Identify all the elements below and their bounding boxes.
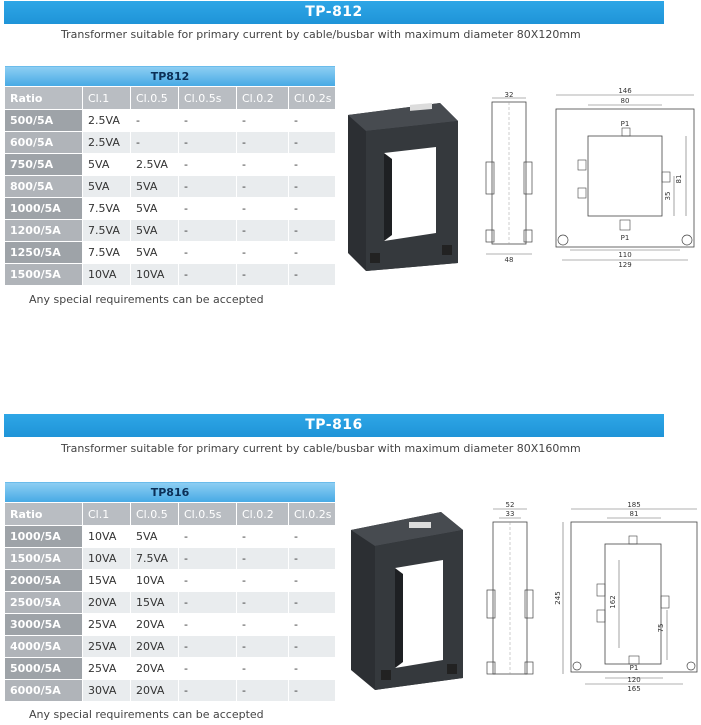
- value-cell: -: [237, 132, 289, 154]
- value-cell: 15VA: [83, 570, 131, 592]
- value-cell: -: [237, 154, 289, 176]
- value-cell: -: [289, 220, 336, 242]
- value-cell: -: [179, 198, 237, 220]
- value-cell: -: [289, 176, 336, 198]
- product-title-banner: TP-812: [4, 1, 664, 24]
- table-row: [5, 548, 336, 570]
- ratio-cell: 500/5A: [5, 110, 83, 132]
- value-cell: 2.5VA: [83, 132, 131, 154]
- dimension-label: 185: [627, 501, 641, 509]
- dimension-label: 81: [629, 510, 639, 518]
- ratio-cell: 2000/5A: [5, 570, 83, 592]
- ratio-cell: 800/5A: [5, 176, 83, 198]
- value-cell: -: [179, 154, 237, 176]
- table-row: [5, 658, 336, 680]
- table-row: [5, 636, 336, 658]
- table-row: [5, 264, 336, 286]
- header-cl02: Cl.0.2: [237, 503, 289, 526]
- value-cell: 5VA: [131, 176, 179, 198]
- dimension-label: 33: [505, 510, 515, 518]
- front-view-drawing: [555, 498, 700, 694]
- value-cell: 5VA: [83, 176, 131, 198]
- table-row: [5, 154, 336, 176]
- dimension-label: 129: [618, 261, 632, 269]
- terminal-label: P1: [629, 664, 639, 672]
- ratio-cell: 2500/5A: [5, 592, 83, 614]
- value-cell: 5VA: [131, 220, 179, 242]
- value-cell: -: [131, 132, 179, 154]
- header-cl1: Cl.1: [83, 87, 131, 110]
- ratio-cell: 3000/5A: [5, 614, 83, 636]
- table-caption: TP816: [5, 482, 336, 503]
- value-cell: 5VA: [83, 154, 131, 176]
- header-cl05: Cl.0.5: [131, 87, 179, 110]
- value-cell: 10VA: [131, 264, 179, 286]
- value-cell: 10VA: [131, 570, 179, 592]
- header-cl02: Cl.0.2: [237, 87, 289, 110]
- value-cell: -: [237, 176, 289, 198]
- dimension-label: 81: [675, 174, 683, 184]
- product-description: Transformer suitable for primary current by cable/busbar with maximum diameter 80X120mm: [61, 28, 581, 41]
- value-cell: -: [179, 132, 237, 154]
- value-cell: 10VA: [83, 548, 131, 570]
- value-cell: -: [179, 110, 237, 132]
- value-cell: 5VA: [131, 198, 179, 220]
- dimension-label: 162: [609, 595, 617, 609]
- value-cell: -: [237, 570, 289, 592]
- terminal-label: P1: [620, 120, 630, 128]
- value-cell: -: [289, 110, 336, 132]
- header-cl05s: Cl.0.5s: [179, 87, 237, 110]
- value-cell: 15VA: [131, 592, 179, 614]
- value-cell: 2.5VA: [131, 154, 179, 176]
- side-view-drawing: [478, 90, 548, 270]
- product-photo: [345, 500, 475, 692]
- value-cell: 20VA: [83, 592, 131, 614]
- table-row: [5, 526, 336, 548]
- header-ratio: Ratio: [5, 503, 83, 526]
- ratio-cell: 1250/5A: [5, 242, 83, 264]
- value-cell: -: [237, 110, 289, 132]
- table-row: [5, 614, 336, 636]
- header-cl05: Cl.0.5: [131, 503, 179, 526]
- value-cell: -: [237, 526, 289, 548]
- value-cell: -: [179, 220, 237, 242]
- value-cell: -: [289, 636, 336, 658]
- value-cell: -: [237, 264, 289, 286]
- value-cell: -: [289, 154, 336, 176]
- product-title-banner: TP-816: [4, 414, 664, 437]
- header-cl02s: Cl.0.2s: [289, 503, 336, 526]
- dimension-label: 52: [505, 501, 515, 509]
- table-row: [5, 220, 336, 242]
- value-cell: -: [179, 570, 237, 592]
- value-cell: -: [179, 614, 237, 636]
- value-cell: 7.5VA: [131, 548, 179, 570]
- value-cell: -: [179, 680, 237, 702]
- ratio-cell: 4000/5A: [5, 636, 83, 658]
- ratio-cell: 1000/5A: [5, 198, 83, 220]
- value-cell: 2.5VA: [83, 110, 131, 132]
- value-cell: -: [237, 548, 289, 570]
- table-row: [5, 176, 336, 198]
- ratio-cell: 5000/5A: [5, 658, 83, 680]
- value-cell: -: [237, 636, 289, 658]
- table-row: [5, 592, 336, 614]
- value-cell: -: [237, 220, 289, 242]
- value-cell: -: [289, 198, 336, 220]
- value-cell: -: [179, 592, 237, 614]
- terminal-label: P1: [620, 234, 630, 242]
- value-cell: 20VA: [131, 636, 179, 658]
- value-cell: -: [179, 658, 237, 680]
- front-view-drawing: [550, 84, 700, 270]
- value-cell: -: [179, 636, 237, 658]
- value-cell: 25VA: [83, 614, 131, 636]
- spec-table: [4, 65, 336, 286]
- header-cl02s: Cl.0.2s: [289, 87, 336, 110]
- table-row: [5, 570, 336, 592]
- value-cell: -: [289, 680, 336, 702]
- value-cell: 5VA: [131, 242, 179, 264]
- value-cell: -: [237, 680, 289, 702]
- value-cell: -: [237, 658, 289, 680]
- product-photo: [340, 95, 470, 275]
- ratio-cell: 1200/5A: [5, 220, 83, 242]
- table-row: [5, 198, 336, 220]
- value-cell: -: [237, 592, 289, 614]
- special-requirements-note: Any special requirements can be accepted: [29, 293, 264, 306]
- dimension-label: 80: [620, 97, 630, 105]
- value-cell: -: [289, 614, 336, 636]
- ratio-cell: 1500/5A: [5, 548, 83, 570]
- header-cl1: Cl.1: [83, 503, 131, 526]
- dimension-label: 32: [504, 91, 514, 99]
- ratio-cell: 750/5A: [5, 154, 83, 176]
- value-cell: -: [179, 242, 237, 264]
- value-cell: 20VA: [131, 680, 179, 702]
- table-caption: TP812: [5, 66, 336, 87]
- table-row: [5, 680, 336, 702]
- value-cell: -: [179, 526, 237, 548]
- dimension-label: 35: [664, 191, 672, 201]
- value-cell: -: [179, 176, 237, 198]
- dimension-label: 245: [554, 591, 562, 605]
- value-cell: -: [289, 242, 336, 264]
- value-cell: -: [131, 110, 179, 132]
- dimension-label: 165: [627, 685, 641, 693]
- dimension-label: 146: [618, 87, 632, 95]
- ratio-cell: 600/5A: [5, 132, 83, 154]
- value-cell: 20VA: [131, 658, 179, 680]
- dimension-label: 120: [627, 676, 641, 684]
- value-cell: -: [289, 526, 336, 548]
- ratio-cell: 1000/5A: [5, 526, 83, 548]
- product-description: Transformer suitable for primary current by cable/busbar with maximum diameter 80X160mm: [61, 442, 581, 455]
- table-body: [5, 526, 336, 702]
- value-cell: -: [289, 592, 336, 614]
- special-requirements-note: Any special requirements can be accepted: [29, 708, 264, 721]
- value-cell: 10VA: [83, 526, 131, 548]
- value-cell: -: [289, 132, 336, 154]
- value-cell: 7.5VA: [83, 220, 131, 242]
- value-cell: -: [289, 658, 336, 680]
- value-cell: -: [289, 264, 336, 286]
- value-cell: 25VA: [83, 636, 131, 658]
- dimension-label: 75: [657, 623, 665, 633]
- table-body: [5, 110, 336, 286]
- value-cell: -: [179, 548, 237, 570]
- header-ratio: Ratio: [5, 87, 83, 110]
- value-cell: -: [289, 570, 336, 592]
- value-cell: -: [237, 614, 289, 636]
- table-row: [5, 110, 336, 132]
- dimension-label: 110: [618, 251, 632, 259]
- value-cell: 25VA: [83, 658, 131, 680]
- table-row: [5, 242, 336, 264]
- value-cell: 7.5VA: [83, 198, 131, 220]
- value-cell: 30VA: [83, 680, 131, 702]
- spec-table: [4, 481, 336, 702]
- value-cell: -: [237, 198, 289, 220]
- value-cell: -: [237, 242, 289, 264]
- dimension-label: 48: [504, 256, 514, 264]
- value-cell: 10VA: [83, 264, 131, 286]
- value-cell: -: [179, 264, 237, 286]
- ratio-cell: 6000/5A: [5, 680, 83, 702]
- value-cell: 5VA: [131, 526, 179, 548]
- value-cell: -: [289, 548, 336, 570]
- value-cell: 20VA: [131, 614, 179, 636]
- side-view-drawing: [483, 498, 553, 684]
- header-cl05s: Cl.0.5s: [179, 503, 237, 526]
- value-cell: 7.5VA: [83, 242, 131, 264]
- table-row: [5, 132, 336, 154]
- ratio-cell: 1500/5A: [5, 264, 83, 286]
